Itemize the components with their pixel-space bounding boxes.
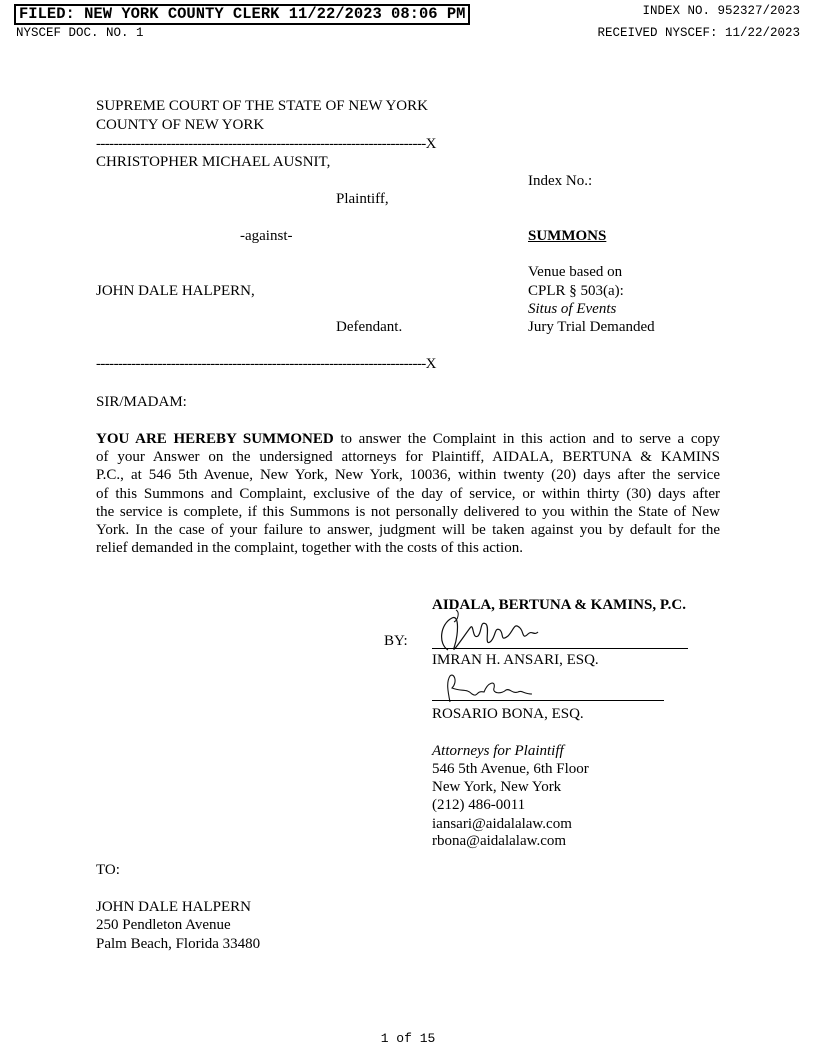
caption-divider-bottom: ---------------------------------------------------------------------------X — [96, 356, 436, 372]
attorneys-for: Attorneys for Plaintiff — [432, 743, 564, 759]
salutation: SIR/MADAM: — [96, 394, 187, 410]
plaintiff-role: Plaintiff, — [336, 191, 389, 207]
caption-divider-top: ---------------------------------------------------------------------------X — [96, 136, 436, 152]
court-name: SUPREME COURT OF THE STATE OF NEW YORK — [96, 98, 428, 114]
by-label: BY: — [384, 633, 408, 649]
plaintiff-name: CHRISTOPHER MICHAEL AUSNIT, — [96, 154, 331, 170]
email-bona[interactable]: rbona@aidalalaw.com — [432, 833, 567, 849]
recipient-address-2: Palm Beach, Florida 33480 — [96, 936, 261, 952]
summons-paragraph — [96, 430, 720, 557]
attorney-2-name: ROSARIO BONA, ESQ. — [432, 706, 584, 722]
page-number: 1 of 15 — [380, 1031, 436, 1046]
defendant-role: Defendant. — [336, 319, 403, 335]
recipient-address-1: 250 Pendleton Avenue — [96, 917, 231, 933]
document-title: SUMMONS — [528, 228, 607, 244]
index-number-label: Index No.: — [528, 173, 593, 189]
to-label: TO: — [96, 862, 120, 878]
venue-line-2: CPLR § 503(a): — [528, 283, 624, 299]
paragraph-line-6: York. In the case of your failure to answer, judgment will be taken against you by default for the — [96, 522, 720, 539]
nyscef-doc-number: NYSCEF DOC. NO. 1 — [16, 26, 144, 40]
filed-stamp: FILED: NEW YORK COUNTY CLERK 11/22/2023 08:06 PM — [14, 4, 470, 25]
firm-name: AIDALA, BERTUNA & KAMINS, P.C. — [432, 597, 686, 613]
against-label: -against- — [240, 228, 293, 244]
signature-line-bona — [432, 700, 664, 701]
received-date: RECEIVED NYSCEF: 11/22/2023 — [597, 26, 800, 40]
county-name: COUNTY OF NEW YORK — [96, 117, 265, 133]
paragraph-line-3: P.C., at 546 5th Avenue, New York, New York, 10036, within twenty (20) days after the service — [96, 467, 720, 484]
paragraph-line-4: of this Summons and Complaint, exclusive of the day of service, or within thirty (30) days after — [96, 485, 720, 502]
signature-bona — [432, 670, 542, 704]
paragraph-line-7: relief demanded in the complaint, together with the costs of this action. — [96, 540, 523, 557]
recipient-name: JOHN DALE HALPERN — [96, 899, 251, 915]
venue-line-3: Situs of Events — [528, 301, 617, 317]
paragraph-line-1-rest: to answer the Complaint in this action and to serve a copy — [333, 431, 720, 447]
attorney-1-name: IMRAN H. ANSARI, ESQ. — [432, 652, 599, 668]
paragraph-line-5: the service is complete, if this Summons is not personally delivered to you within the State of New — [96, 503, 720, 520]
firm-address-1: 546 5th Avenue, 6th Floor — [432, 761, 589, 777]
signature-line-ansari — [432, 648, 688, 649]
paragraph-line-2: of your Answer on the undersigned attorneys for Plaintiff, AIDALA, BERTUNA & KAMINS — [96, 449, 720, 466]
email-ansari[interactable]: iansari@aidalalaw.com — [432, 816, 572, 832]
firm-phone: (212) 486-0011 — [432, 797, 526, 813]
firm-address-2: New York, New York — [432, 779, 562, 795]
summoned-lead: YOU ARE HEREBY SUMMONED — [96, 431, 334, 447]
venue-line-1: Venue based on — [528, 264, 623, 280]
jury-demand: Jury Trial Demanded — [528, 319, 655, 335]
index-number: INDEX NO. 952327/2023 — [642, 4, 800, 18]
defendant-name: JOHN DALE HALPERN, — [96, 283, 255, 299]
paragraph-line-1 — [96, 430, 720, 448]
